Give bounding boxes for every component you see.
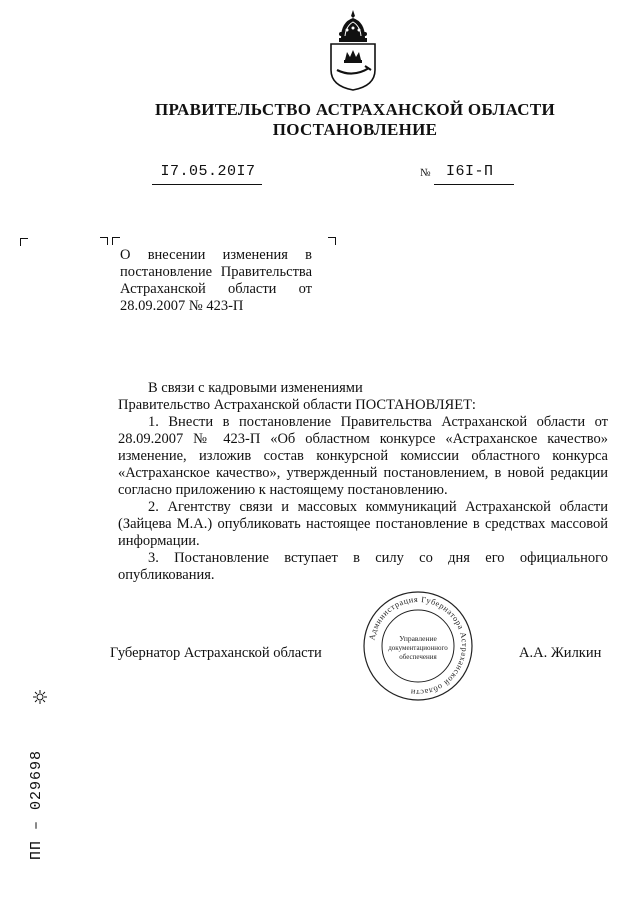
document-subject: О внесении изменения в постановление Правительства Астраханской области от 28.09.2007 № 423-П: [120, 247, 312, 314]
signatory-name: А.А. Жилкин: [519, 645, 602, 661]
date-underline: [152, 184, 262, 185]
document-type-title: ПОСТАНОВЛЕНИЕ: [272, 120, 438, 139]
paragraph-item-2: 2. Агентству связи и массовых коммуникаций Астраханской области (Зайцева М.А.) опубликовать настоящее постановление в средствах массовой информации.: [118, 499, 608, 549]
coat-of-arms-emblem: [327, 8, 379, 92]
official-stamp: [362, 590, 474, 702]
stamp-ring-text: Администрация Губернатора Астраханской области: [367, 594, 470, 698]
stamp-center-line-2: документационного: [388, 644, 448, 652]
corner-mark: [328, 237, 336, 245]
document-body: [118, 380, 608, 584]
stamp-center-line-3: обеспечения: [399, 653, 437, 661]
corner-mark: [112, 237, 120, 245]
document-date: I7.05.20I7: [160, 163, 256, 180]
signatory-title: Губернатор Астраханской области: [110, 645, 322, 661]
paragraph-item-3: 3. Постановление вступает в силу со дня его официального опубликования.: [118, 550, 608, 583]
number-underline: [434, 184, 514, 185]
authority-title: ПРАВИТЕЛЬСТВО АСТРАХАНСКОЙ ОБЛАСТИ: [155, 100, 555, 119]
corner-mark: [20, 238, 28, 246]
document-number: I6I-П: [446, 163, 494, 180]
corner-mark: [100, 237, 108, 245]
form-serial-number: ПП – 029698: [28, 749, 45, 860]
serial-emblem-mark: [33, 690, 47, 704]
stamp-center-line-1: Управление: [399, 634, 437, 643]
number-label: №: [420, 167, 431, 179]
preamble-line-2: Правительство Астраханской области ПОСТАНОВЛЯЕТ:: [118, 397, 476, 413]
preamble-line-1: В связи с кадровыми изменениями: [148, 380, 363, 396]
paragraph-item-1: 1. Внести в постановление Правительства Астраханской области от 28.09.2007 № 423-П «Об областном конкурсе «Астраханское качество» изменение, изложив состав конкурсной комиссии областного конкурса «Астраханское качество», утвержденный постановлением, в новой редакции согласно приложению к настоящему постановлению.: [118, 414, 608, 498]
